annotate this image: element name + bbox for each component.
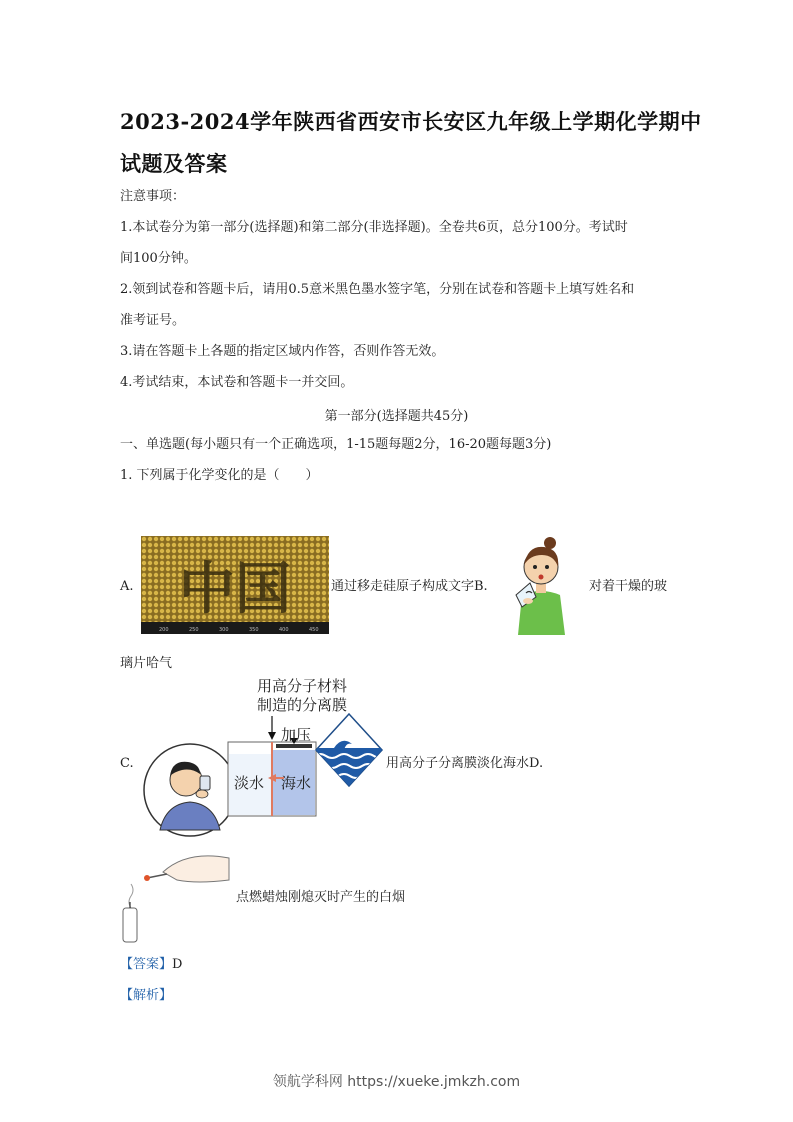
option-b-text-cont: 璃片哈气 [120, 656, 173, 671]
option-d-text: 点燃蜡烛刚熄灭时产生的白烟 [236, 890, 406, 905]
svg-text:200: 200 [159, 627, 169, 633]
note-line-3: 2.领到试卷和答题卡后，请用0.5意米黑色墨水签字笔，分别在试卷和答题卡上填写姓名和 [120, 282, 635, 297]
option-c-text: 用高分子分离膜淡化海水D. [386, 756, 544, 771]
note-line-5: 3.请在答题卡上各题的指定区域内作答，否则作答无效。 [120, 344, 445, 359]
membrane-label-1: 用高分子材料 [256, 677, 347, 695]
pressure-label: 加压 [281, 726, 312, 744]
svg-text:400: 400 [279, 627, 289, 633]
svg-text:250: 250 [189, 627, 199, 633]
answer-line [120, 956, 182, 974]
section-heading: 一、单选题(每小题只有一个正确选项，1-15题每题2分，16-20题每题3分) [120, 437, 552, 452]
note-line-1: 1.本试卷分为第一部分(选择题)和第二部分(非选择题)。全卷共6页，总分100分。考试时 [120, 220, 628, 235]
svg-text:300: 300 [219, 627, 229, 633]
sea-water-label: 海水 [281, 774, 312, 792]
doc-title-line1: 2023-2024学年陕西省西安市长安区九年级上学期化学期中 [120, 109, 702, 134]
option-a-text: 通过移走硅原子构成文字B. [331, 579, 488, 594]
silicon-atom-image [141, 536, 329, 634]
ocean-image [314, 712, 384, 788]
svg-text:350: 350 [249, 627, 259, 633]
option-b-text: 对着干燥的玻 [589, 579, 668, 594]
answer-value: D [172, 957, 183, 972]
notice-heading: 注意事项： [120, 189, 186, 204]
doc-title-line2: 试题及答案 [120, 151, 228, 176]
svg-text:450: 450 [309, 627, 319, 633]
candle-image [117, 844, 235, 946]
note-line-2: 间100分钟。 [120, 251, 197, 266]
membrane-label-2: 制造的分离膜 [256, 696, 347, 714]
answer-tag: 【答案】 [120, 957, 173, 972]
question-1: 1. 下列属于化学变化的是（ ） [120, 468, 319, 483]
option-a-label: A. [120, 579, 134, 594]
atom-image-text: 中国 [179, 557, 291, 622]
note-line-4: 准考证号。 [120, 313, 186, 328]
note-line-6: 4.考试结束，本试卷和答题卡一并交回。 [120, 375, 354, 390]
analysis-tag: 【解析】 [120, 988, 173, 1003]
girl-breathing-image [510, 535, 572, 637]
page-footer: 领航学科网 https://xueke.jmkzh.com [272, 1074, 521, 1090]
man-drinking-image [142, 742, 238, 838]
fresh-water-label: 淡水 [234, 774, 265, 792]
part-heading: 第一部分(选择题共45分) [324, 409, 469, 424]
option-c-label: C. [120, 756, 134, 771]
membrane-caption [222, 677, 382, 715]
